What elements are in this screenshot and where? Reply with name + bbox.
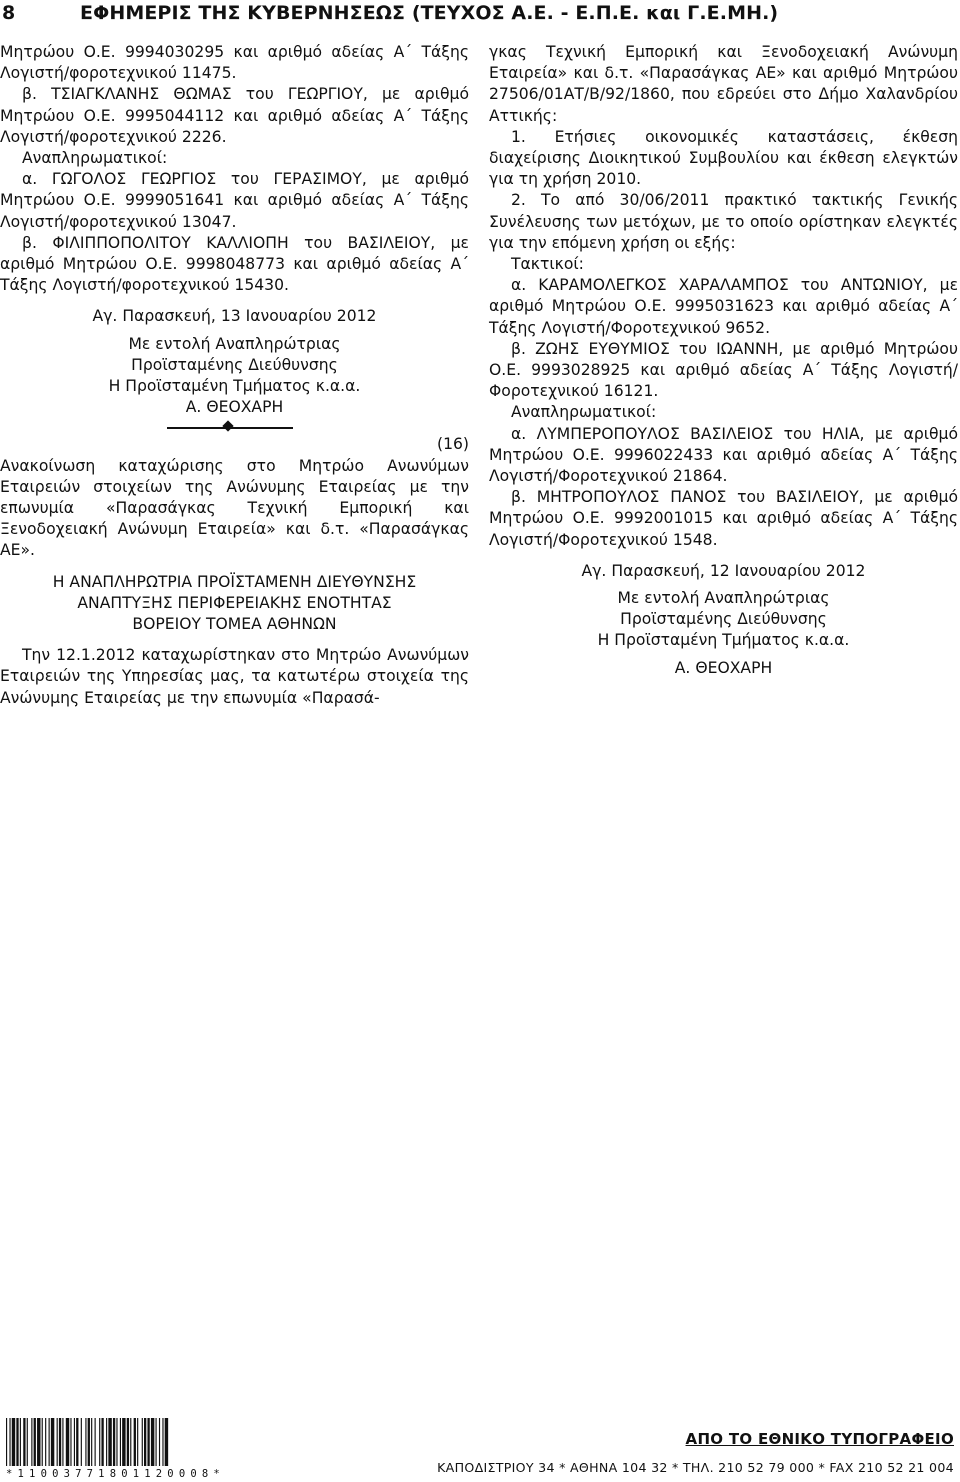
- paragraph: β. ΤΣΙΑΓΚΛΑΝΗΣ ΘΩΜΑΣ του ΓΕΩΡΓΙΟΥ, με αριθμό Μητρώου Ο.Ε. 9995044112 και αριθμό αδείας Α΄ Τάξης Λογιστή/φοροτεχνικού 2226.: [0, 85, 469, 146]
- paragraph: β. ΖΩΗΣ ΕΥΘΥΜΙΟΣ του ΙΩΑΝΝΗ, με αριθμό Μητρώου Ο.Ε. 9993028925 και αριθμό αδείας Α΄ Τάξης Λογιστή/Φοροτεχνικού 16121.: [489, 339, 958, 401]
- page-header: [0, 0, 960, 40]
- right-column: [489, 42, 958, 679]
- paragraph: Αναπληρωματικοί:: [511, 403, 657, 422]
- paragraph: 2. Το από 30/06/2011 πρακτικό τακτικής Γενικής Συνέλευσης των μετόχων, με το οποίο ορίστηκαν ελεγκτές για την επόμενη χρήση οι εξής:: [489, 191, 958, 252]
- gazette-title: ΕΦΗΜΕΡΙΣ ΤΗΣ ΚΥΒΕΡΝΗΣΕΩΣ (ΤΕΥΧΟΣ Α.Ε. - Ε.Π.Ε. και Γ.Ε.ΜΗ.): [80, 2, 779, 24]
- page-number: 8: [2, 2, 16, 24]
- barcode-digits: *11003771801120008*: [6, 1468, 225, 1480]
- signature-date: Αγ. Παρασκευή, 12 Ιανουαρίου 2012: [581, 561, 866, 580]
- paragraph: α. ΚΑΡΑΜΟΛΕΓΚΟΣ ΧΑΡΑΛΑΜΠΟΣ του ΑΝΤΩΝΙΟΥ, με αριθμό Μητρώου Ο.Ε. 9995031623 και αριθμό αδείας Α΄ Τάξης Λογιστή/Φοροτεχνικού 9652.: [489, 276, 958, 337]
- printer-address: ΚΑΠΟΔΙΣΤΡΙΟΥ 34 * ΑΘΗΝΑ 104 32 * ΤΗΛ. 210 52 79 000 * FAX 210 52 21 004: [437, 1460, 954, 1475]
- signatory-name: Α. ΘΕΟΧΑΡΗ: [185, 398, 284, 417]
- paragraph: β. ΜΗΤΡΟΠΟΥΛΟΣ ΠΑΝΟΣ του ΒΑΣΙΛΕΙΟΥ, με αριθμό Μητρώου Ο.Ε. 9992001015 και αριθμό αδείας Α΄ Τάξης Λογιστή/Φοροτεχνικού 1548.: [489, 488, 958, 549]
- signature-line: Με εντολή Αναπληρώτριας: [128, 334, 341, 353]
- paragraph: Αναπληρωματικοί:: [22, 149, 168, 168]
- paragraph: γκας Τεχνική Εμπορική και Ξενοδοχειακή Ανώνυμη Εταιρεία» και δ.τ. «Παρασάγκας ΑΕ» και αριθμό Μητρώου 27506/01ΑΤ/Β/92/1860, που εδρεύει στο Δήμο Χαλανδρίου Αττικής:: [489, 43, 958, 125]
- notice-number: (16): [436, 435, 469, 454]
- notice-body: Την 12.1.2012 καταχωρίστηκαν στο Μητρώο Ανωνύμων Εταιρειών της Υπηρεσίας μας, τα κατωτέρω στοιχεία της Ανώνυμης Εταιρείας με την επωνυμία «Παρασά-: [0, 646, 469, 707]
- paragraph: α. ΓΩΓΟΛΟΣ ΓΕΩΡΓΙΟΣ του ΓΕΡΑΣΙΜΟΥ, με αριθμό Μητρώου Ο.Ε. 9999051641 και αριθμό αδείας Α΄ Τάξης Λογιστή/φοροτεχνικού 13047.: [0, 170, 469, 231]
- paragraph: 1. Ετήσιες οικονομικές καταστάσεις, έκθεση διαχείρισης Διοικητικού Συμβουλίου και έκθεση ελεγκτών για τη χρήση 2010.: [489, 127, 958, 189]
- signature-line: Η Προϊσταμένη Τμήματος κ.α.α.: [108, 377, 361, 396]
- page-footer: [0, 1410, 960, 1482]
- signature-date: Αγ. Παρασκευή, 13 Ιανουαρίου 2012: [92, 307, 377, 326]
- signature-line: Με εντολή Αναπληρώτριας: [617, 589, 830, 608]
- signature-line: Προϊσταμένης Διεύθυνσης: [131, 355, 338, 374]
- authority-heading: Η ΑΝΑΠΛΗΡΩΤΡΙΑ ΠΡΟΪΣΤΑΜΕΝΗ ΔΙΕΥΘΥΝΣΗΣ: [52, 572, 417, 591]
- authority-heading: ΑΝΑΠΤΥΞΗΣ ΠΕΡΙΦΕΡΕΙΑΚΗΣ ΕΝΟΤΗΤΑΣ: [77, 593, 392, 612]
- paragraph: α. ΛΥΜΠΕΡΟΠΟΥΛΟΣ ΒΑΣΙΛΕΙΟΣ του ΗΛΙΑ, με αριθμό Μητρώου Ο.Ε. 9996022433 και αριθμό αδείας Α΄ Τάξης Λογιστή/Φοροτεχνικού 21864.: [489, 424, 958, 486]
- paragraph: β. ΦΙΛΙΠΠΟΠΟΛΙΤΟΥ ΚΑΛΛΙΟΠΗ του ΒΑΣΙΛΕΙΟΥ, με αριθμό Μητρώου Ο.Ε. 9998048773 και αριθμό αδείας Α΄ Τάξης Λογιστή/φοροτεχνικού 15430.: [0, 233, 469, 295]
- paragraph: Τακτικοί:: [511, 255, 584, 274]
- paragraph: Μητρώου Ο.Ε. 9994030295 και αριθμό αδείας Α΄ Τάξης Λογιστή/φοροτεχνικού 11475.: [0, 43, 469, 83]
- signatory-name: Α. ΘΕΟΧΑΡΗ: [674, 658, 773, 677]
- signature-line: Η Προϊσταμένη Τμήματος κ.α.α.: [597, 631, 850, 650]
- section-divider: [0, 420, 469, 434]
- authority-heading: ΒΟΡΕΙΟΥ ΤΟΜΕΑ ΑΘΗΝΩΝ: [132, 615, 337, 634]
- diamond-icon: [222, 421, 233, 432]
- printer-name: ΑΠΟ ΤΟ ΕΘΝΙΚΟ ΤΥΠΟΓΡΑΦΕΙΟ: [685, 1430, 954, 1448]
- signature-line: Προϊσταμένης Διεύθυνσης: [620, 610, 827, 629]
- barcode: [6, 1418, 296, 1466]
- notice-title: Ανακοίνωση καταχώρισης στο Μητρώο Ανωνύμων Εταιρειών στοιχείων της Ανώνυμης Εταιρείας με την επωνυμία «Παρασάγκας Τεχνική Εμπορική και Ξενοδοχειακή Ανώνυμη Εταιρεία» και δ.τ. «Παρασάγκας ΑΕ».: [0, 456, 469, 560]
- left-column: [0, 42, 469, 709]
